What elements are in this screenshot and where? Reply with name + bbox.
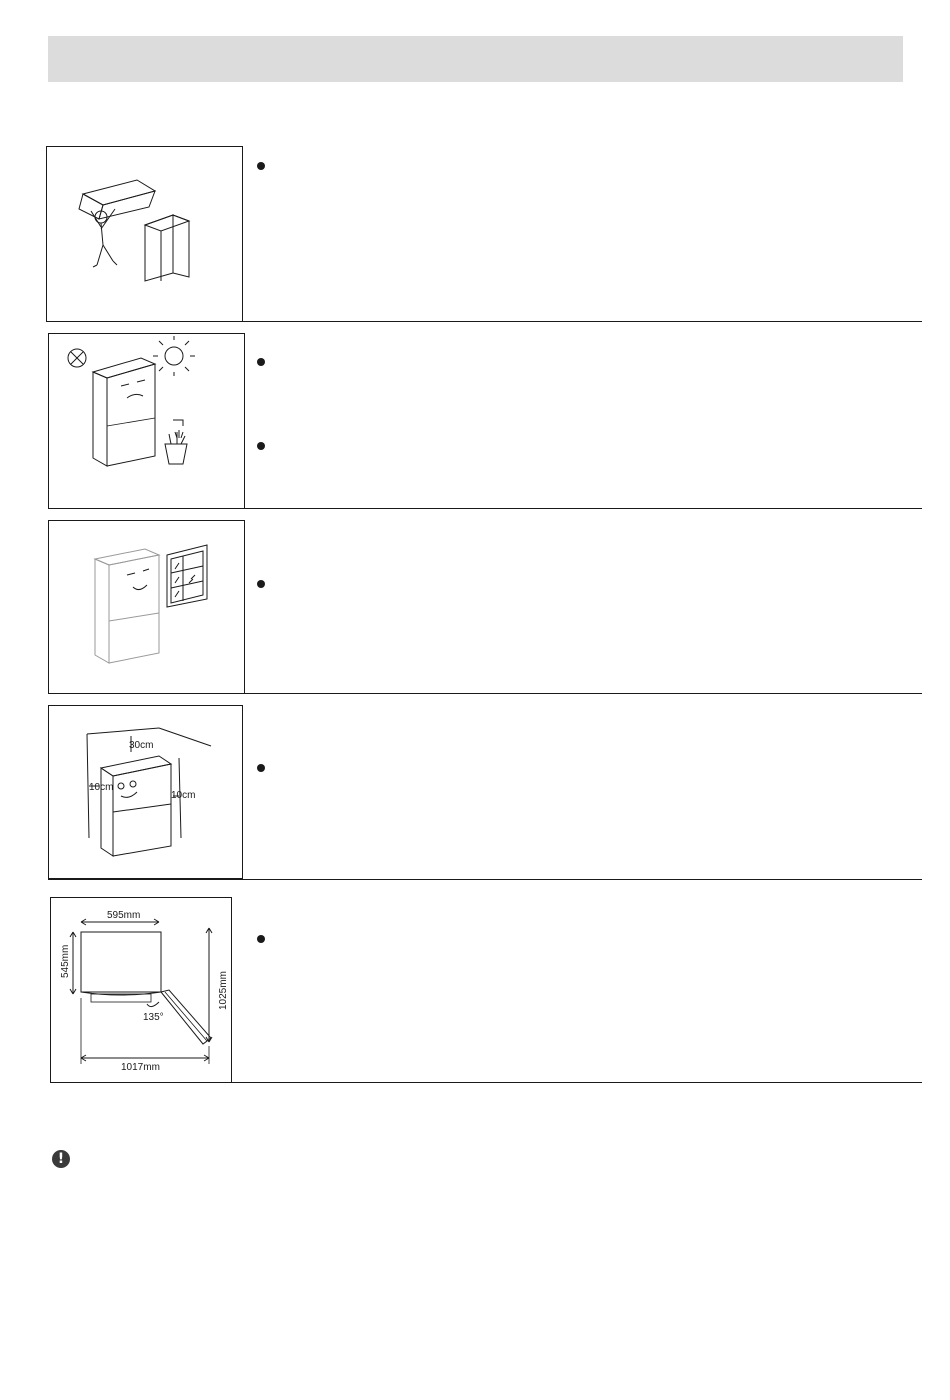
sun-water-drawing [49,334,246,510]
illustration-avoid-sun-water [48,333,245,509]
illustration-carrying [46,146,243,322]
bullet-icon [257,764,265,772]
divider-4 [48,879,922,880]
bullet-icon [257,162,265,170]
header-bar [48,36,903,82]
illustration-ventilation [48,520,245,694]
clearance-top-label: 30cm [129,740,154,751]
total-depth-label: 1025mm [218,971,229,1010]
bullet-icon [257,358,265,366]
bullet-icon [257,580,265,588]
open-width-label: 1017mm [121,1062,160,1073]
ventilation-drawing [49,521,246,695]
clearance-drawing [49,706,244,880]
illustration-clearance [48,705,243,879]
divider-5 [50,1082,922,1083]
width-label: 595mm [107,910,141,921]
clearance-left-label: 10cm [89,782,114,793]
depth-label: 545mm [60,944,71,978]
dimensions-drawing [51,898,233,1084]
divider-1 [46,321,922,322]
bullet-icon [257,935,265,943]
prohibited-icon [68,349,86,367]
door-angle-label: 135° [143,1012,164,1023]
exclamation-icon: ! [52,1150,70,1168]
divider-3 [48,693,922,694]
carrying-drawing [47,147,244,323]
illustration-dimensions [50,897,232,1083]
clearance-right-label: 10cm [171,790,196,801]
bullet-icon [257,442,265,450]
divider-2 [48,508,922,509]
